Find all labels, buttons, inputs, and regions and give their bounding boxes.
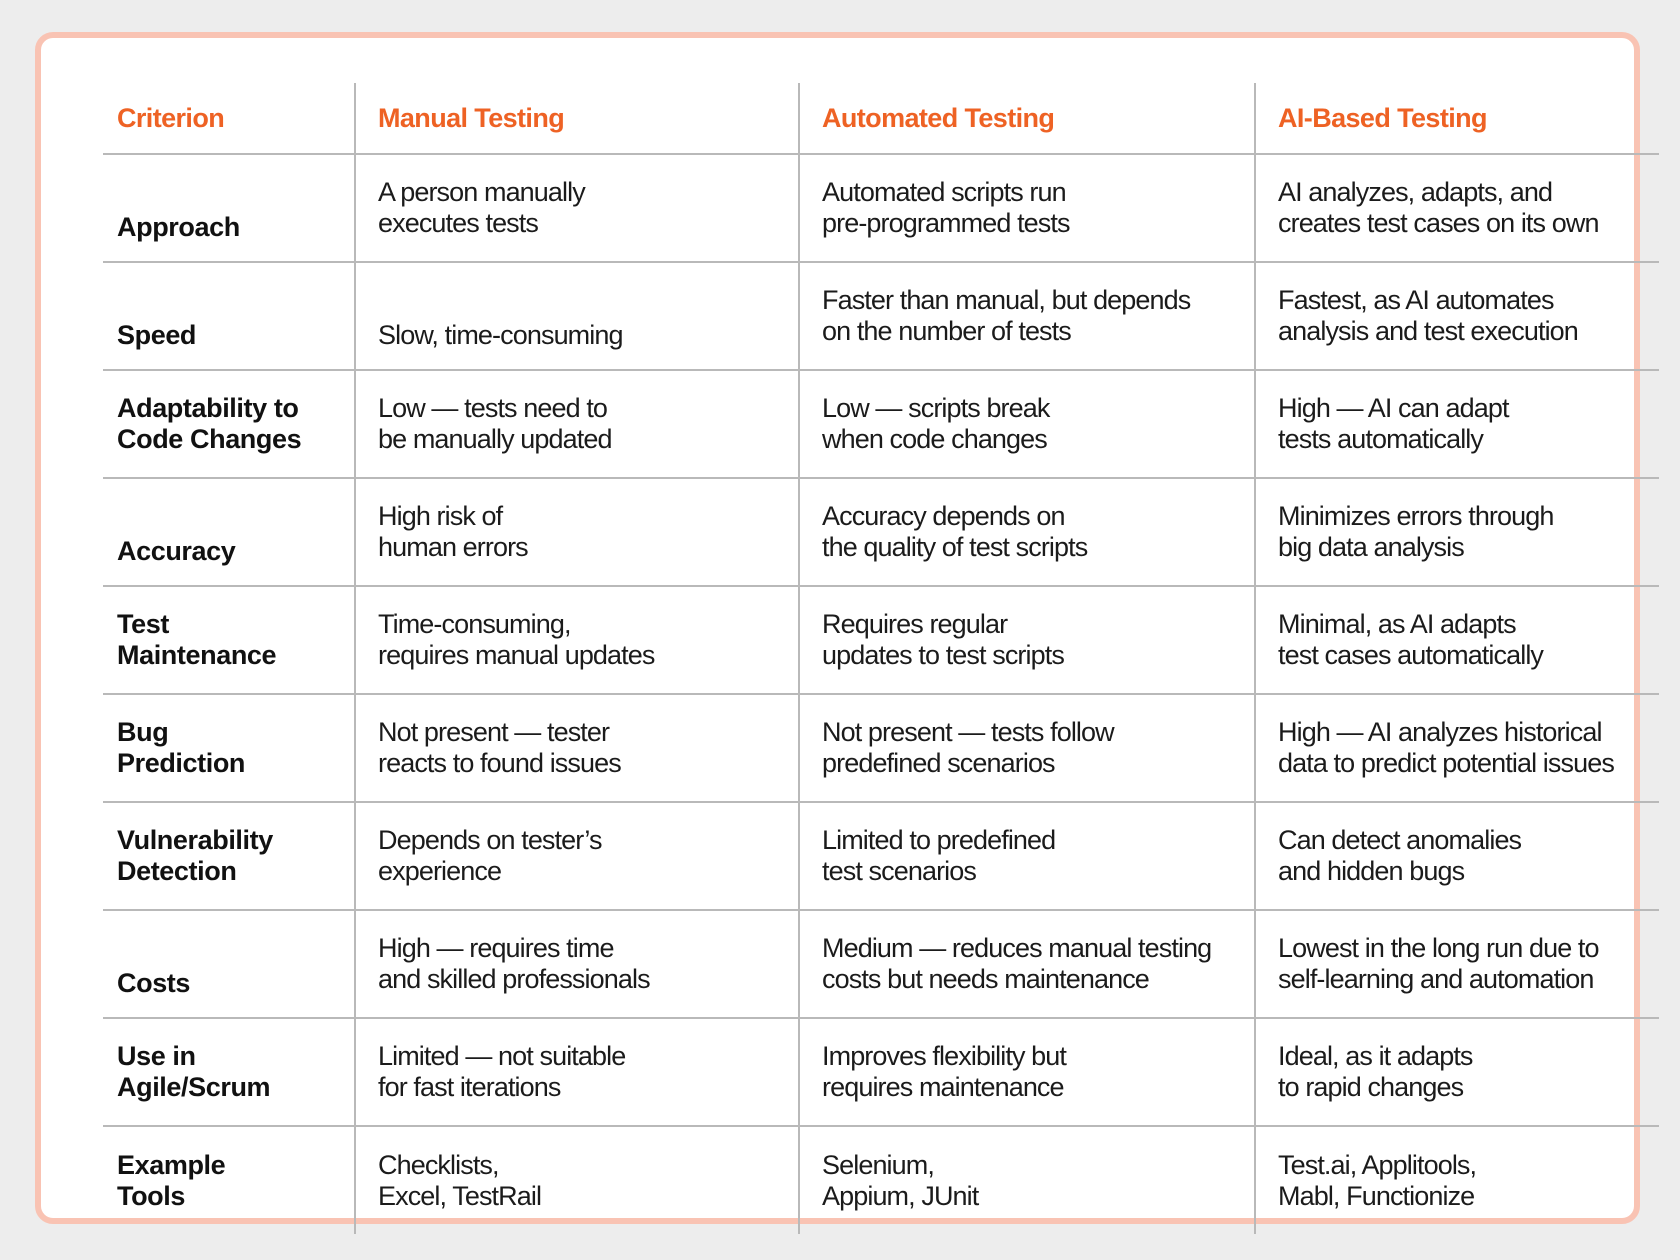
header-ai-based-testing: AI-Based Testing (1255, 83, 1659, 154)
ai-cell: Minimal, as AI adapts test cases automatically (1255, 586, 1659, 694)
automated-cell: Improves flexibility but requires maintenance (799, 1018, 1255, 1126)
manual-cell: High risk of human errors (355, 478, 799, 586)
criterion-cell: Costs (103, 910, 355, 1018)
manual-cell: Time-consuming, requires manual updates (355, 586, 799, 694)
criterion-cell: Vulnerability Detection (103, 802, 355, 910)
table-row (103, 802, 1659, 910)
automated-cell: Selenium, Appium, JUnit (799, 1126, 1255, 1234)
automated-cell: Faster than manual, but depends on the number of tests (799, 262, 1255, 370)
criterion-cell: Bug Prediction (103, 694, 355, 802)
table-row (103, 478, 1659, 586)
table-row (103, 694, 1659, 802)
ai-cell: Test.ai, Applitools, Mabl, Functionize (1255, 1126, 1659, 1234)
automated-cell: Limited to predefined test scenarios (799, 802, 1255, 910)
criterion-cell: Example Tools (117, 1149, 226, 1211)
table-row (103, 1126, 1659, 1234)
automated-cell: Not present — tests follow predefined scenarios (799, 694, 1255, 802)
manual-cell: A person manually executes tests (355, 154, 799, 262)
ai-cell: Can detect anomalies and hidden bugs (1255, 802, 1659, 910)
criterion-cell: Use in Agile/Scrum (103, 1018, 355, 1126)
manual-cell: High — requires time and skilled professionals (355, 910, 799, 1018)
comparison-card (35, 32, 1640, 1224)
manual-cell: Checklists, Excel, TestRail (355, 1126, 799, 1234)
automated-cell: Requires regular updates to test scripts (799, 586, 1255, 694)
ai-cell: High — AI can adapt tests automatically (1255, 370, 1659, 478)
comparison-table (103, 83, 1659, 1234)
table-row (103, 154, 1659, 262)
manual-cell: Limited — not suitable for fast iterations (355, 1018, 799, 1126)
manual-cell: Slow, time-consuming (355, 262, 799, 370)
table-row (103, 910, 1659, 1018)
ai-cell: Minimizes errors through big data analysis (1255, 478, 1659, 586)
ai-cell: Ideal, as it adapts to rapid changes (1255, 1018, 1659, 1126)
criterion-cell: Approach (103, 154, 355, 262)
criterion-cell: Speed (103, 262, 355, 370)
ai-cell: Fastest, as AI automates analysis and test execution (1255, 262, 1659, 370)
manual-cell: Not present — tester reacts to found issues (355, 694, 799, 802)
automated-cell: Automated scripts run pre-programmed tests (799, 154, 1255, 262)
criterion-cell: Adaptability to Code Changes (103, 370, 355, 478)
manual-cell: Depends on tester’s experience (355, 802, 799, 910)
automated-cell: Accuracy depends on the quality of test scripts (799, 478, 1255, 586)
ai-cell: AI analyzes, adapts, and creates test cases on its own (1255, 154, 1659, 262)
header-manual-testing: Manual Testing (355, 83, 799, 154)
criterion-cell: Test Maintenance (103, 586, 355, 694)
header-criterion: Criterion (103, 83, 355, 154)
header-row (103, 83, 1659, 154)
header-automated-testing: Automated Testing (799, 83, 1255, 154)
table-row (103, 262, 1659, 370)
criterion-cell: Accuracy (103, 478, 355, 586)
ai-cell: Lowest in the long run due to self-learning and automation (1255, 910, 1659, 1018)
automated-cell: Medium — reduces manual testing costs but needs maintenance (799, 910, 1255, 1018)
table-row (103, 370, 1659, 478)
table-row (103, 1018, 1659, 1126)
ai-cell: High — AI analyzes historical data to predict potential issues (1255, 694, 1659, 802)
table-row (103, 586, 1659, 694)
automated-cell: Low — scripts break when code changes (799, 370, 1255, 478)
manual-cell: Low — tests need to be manually updated (355, 370, 799, 478)
